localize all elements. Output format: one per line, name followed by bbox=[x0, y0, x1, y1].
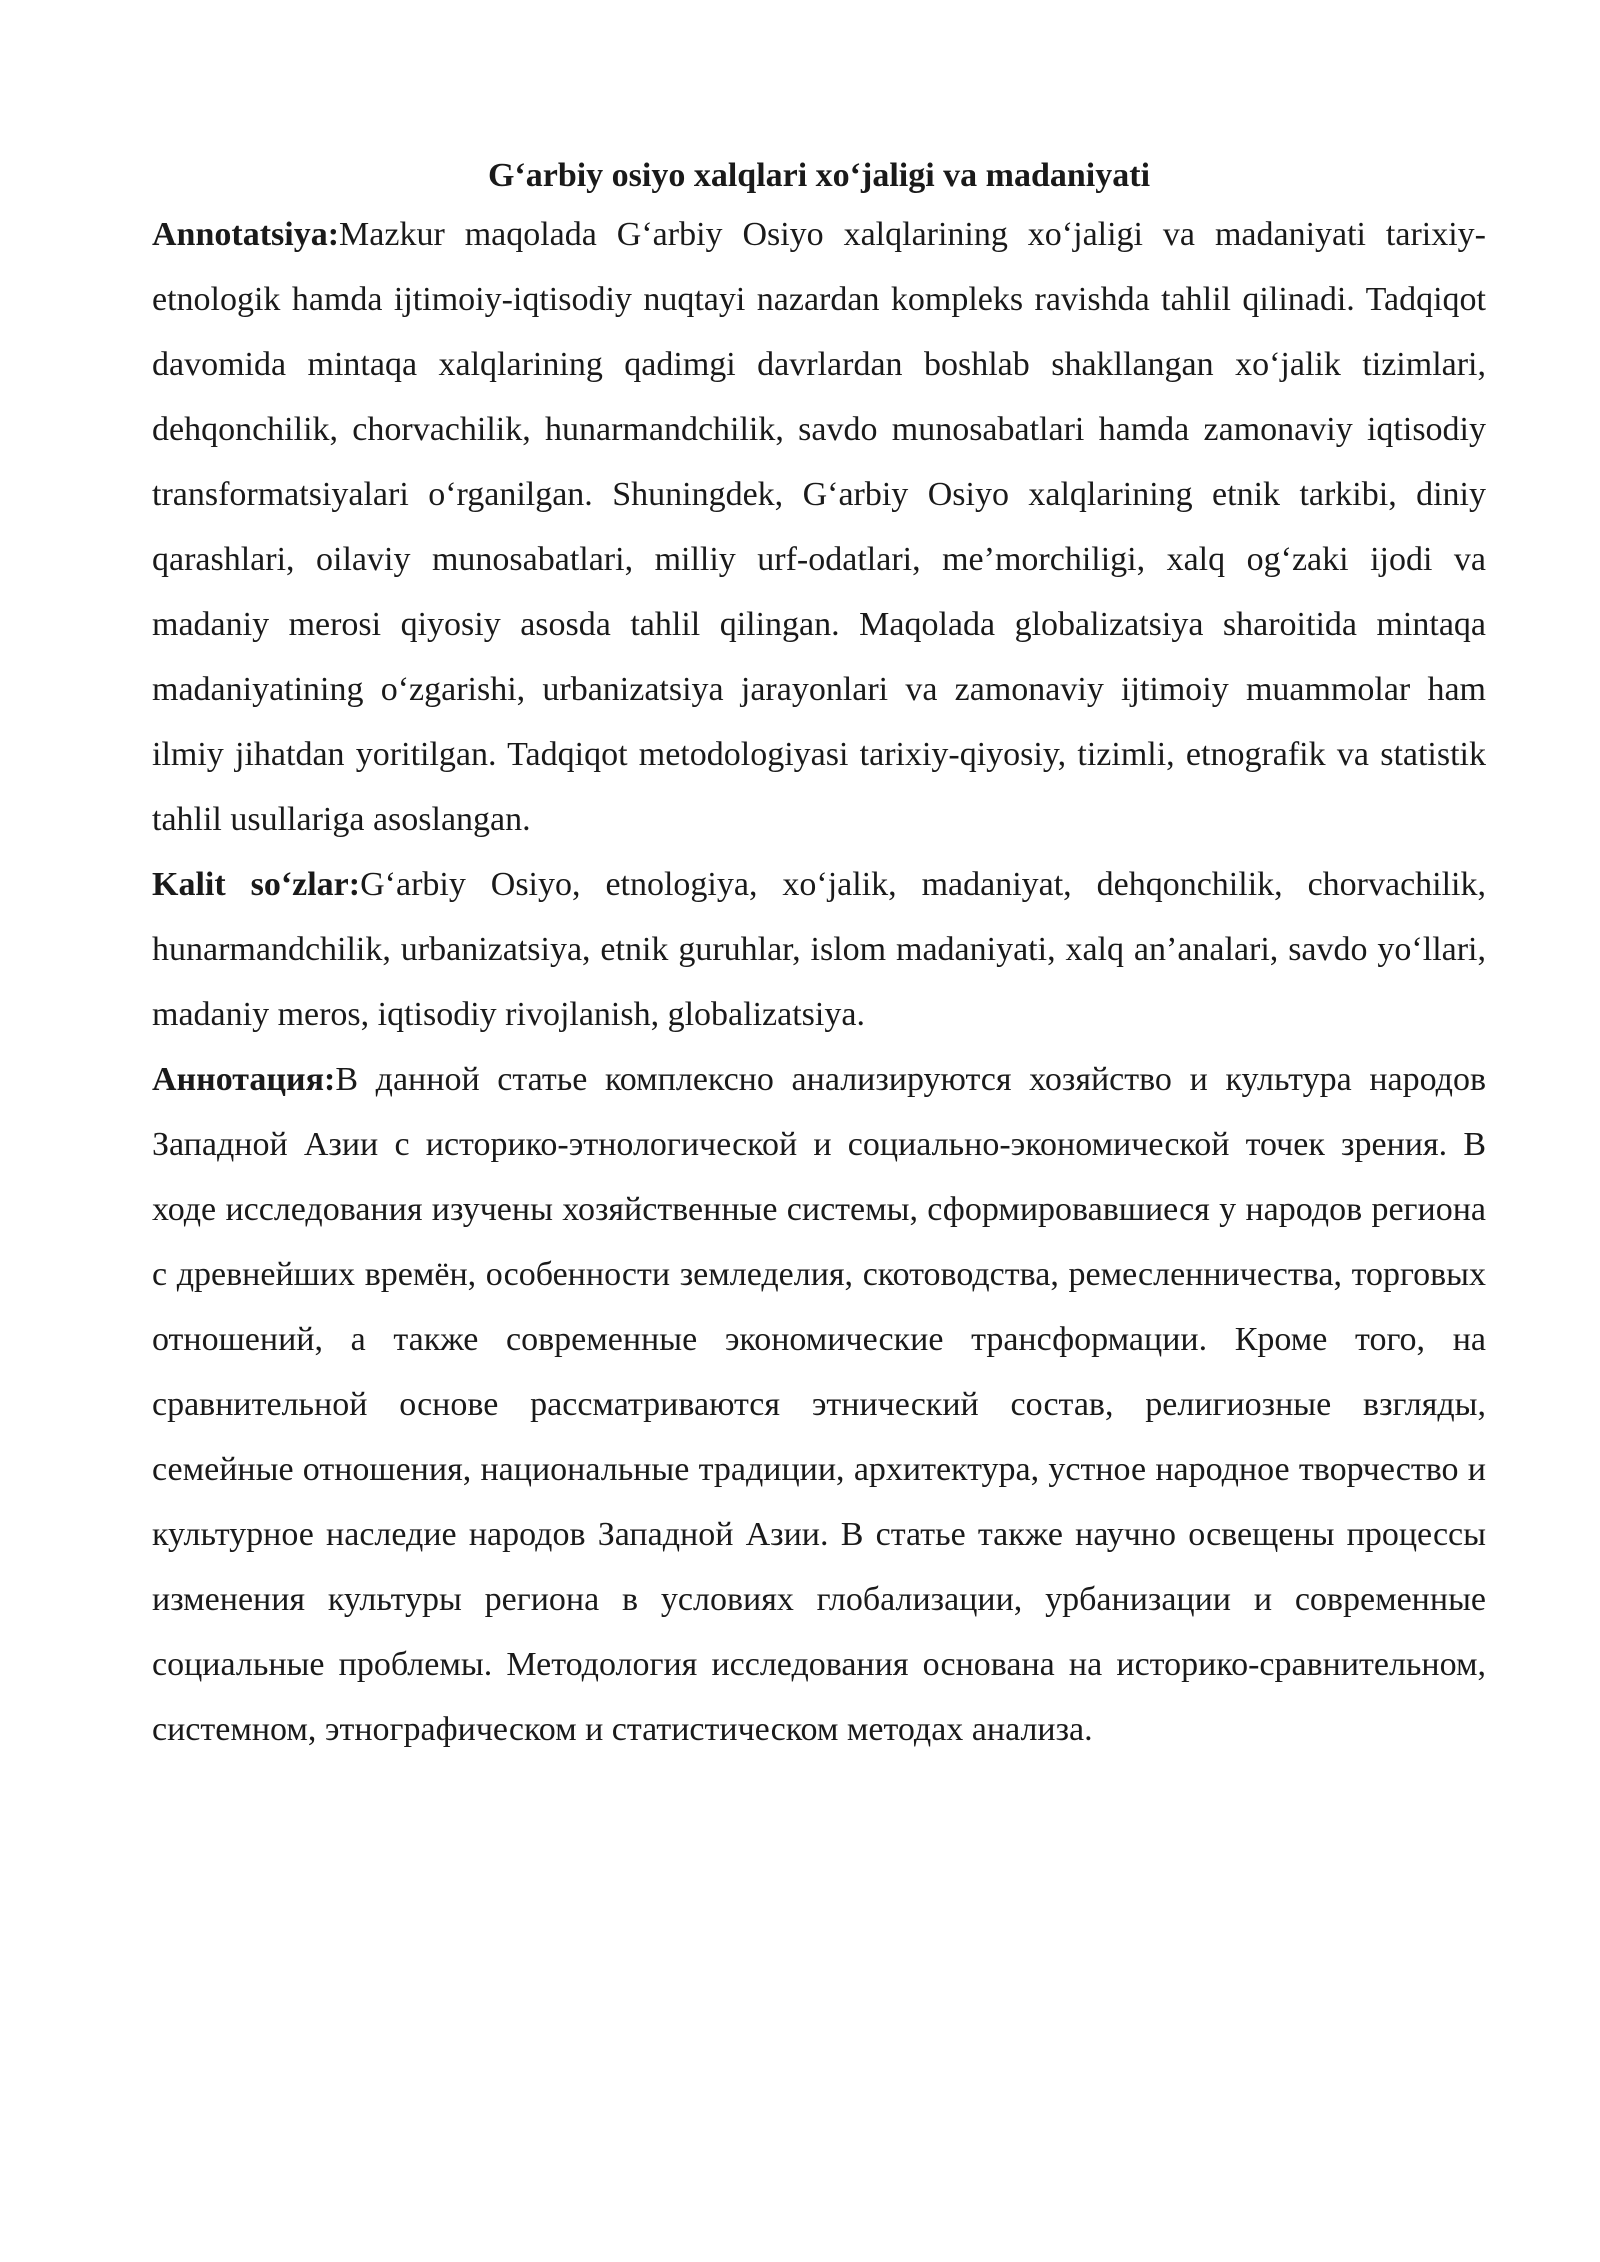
annotation-uz-text: Mazkur maqolada G‘arbiy Osiyo xalqlarining xo‘jaligi va madaniyati tarixiy-etnologik hamda ijtimoiy-iqtisodiy nuqtayi nazardan kompleks ravishda tahlil qilinadi. Tadqiqot davomida mintaqa xalqlarining qadimgi davrlardan boshlab shakllangan xo‘jalik tizimlari, dehqonchilik, chorvachilik, hunarmandchilik, savdo munosabatlari hamda zamonaviy iqtisodiy transformatsiyalari o‘rganilgan. Shuningdek, G‘arbiy Osiyo xalqlarining etnik tarkibi, diniy qarashlari, oilaviy munosabatlari, milliy urf-odatlari, me’morchiligi, xalq og‘zaki ijodi va madaniy merosi qiyosiy asosda tahlil qilingan. Maqolada globalizatsiya sharoitida mintaqa madaniyatining o‘zgarishi, urbanizatsiya jarayonlari va zamonaviy ijtimoiy muammolar ham ilmiy jihatdan yoritilgan. Tadqiqot metodologiyasi tarixiy-qiyosiy, tizimli, etnografik va statistik tahlil usullariga asoslangan. bbox=[152, 216, 1486, 838]
annotation-ru-paragraph bbox=[152, 1047, 1486, 1762]
annotation-ru-text: В данной статье комплексно анализируются хозяйство и культура народов Западной Азии с историко-этнологической и социально-экономической точек зрения. В ходе исследования изучены хозяйственные системы, сформировавшиеся у народов региона с древнейших времён, особенности земледелия, скотоводства, ремесленничества, торговых отношений, а также современные экономические трансформации. Кроме того, на сравнительной основе рассматриваются этнический состав, религиозные взгляды, семейные отношения, национальные традиции, архитектура, устное народное творчество и культурное наследие народов Западной Азии. В статье также научно освещены процессы изменения культуры региона в условиях глобализации, урбанизации и современные социальные проблемы. Методология исследования основана на историко-сравнительном, системном, этнографическом и статистическом методах анализа. bbox=[152, 1061, 1486, 1748]
document-body bbox=[152, 150, 1486, 1762]
annotation-uz-paragraph bbox=[152, 202, 1486, 852]
keywords-uz-label: Kalit so‘zlar: bbox=[152, 866, 361, 903]
annotation-uz-label: Annotatsiya: bbox=[152, 216, 340, 253]
annotation-ru-label: Аннотация: bbox=[152, 1061, 336, 1098]
keywords-uz-paragraph bbox=[152, 852, 1486, 1047]
keywords-uz-text: G‘arbiy Osiyo, etnologiya, xo‘jalik, madaniyat, dehqonchilik, chorvachilik, hunarmandchilik, urbanizatsiya, etnik guruhlar, islom madaniyati, xalq an’analari, savdo yo‘llari, madaniy meros, iqtisodiy rivojlanish, globalizatsiya. bbox=[152, 866, 1486, 1033]
document-title: G‘arbiy osiyo xalqlari xo‘jaligi va madaniyati bbox=[487, 157, 1151, 194]
